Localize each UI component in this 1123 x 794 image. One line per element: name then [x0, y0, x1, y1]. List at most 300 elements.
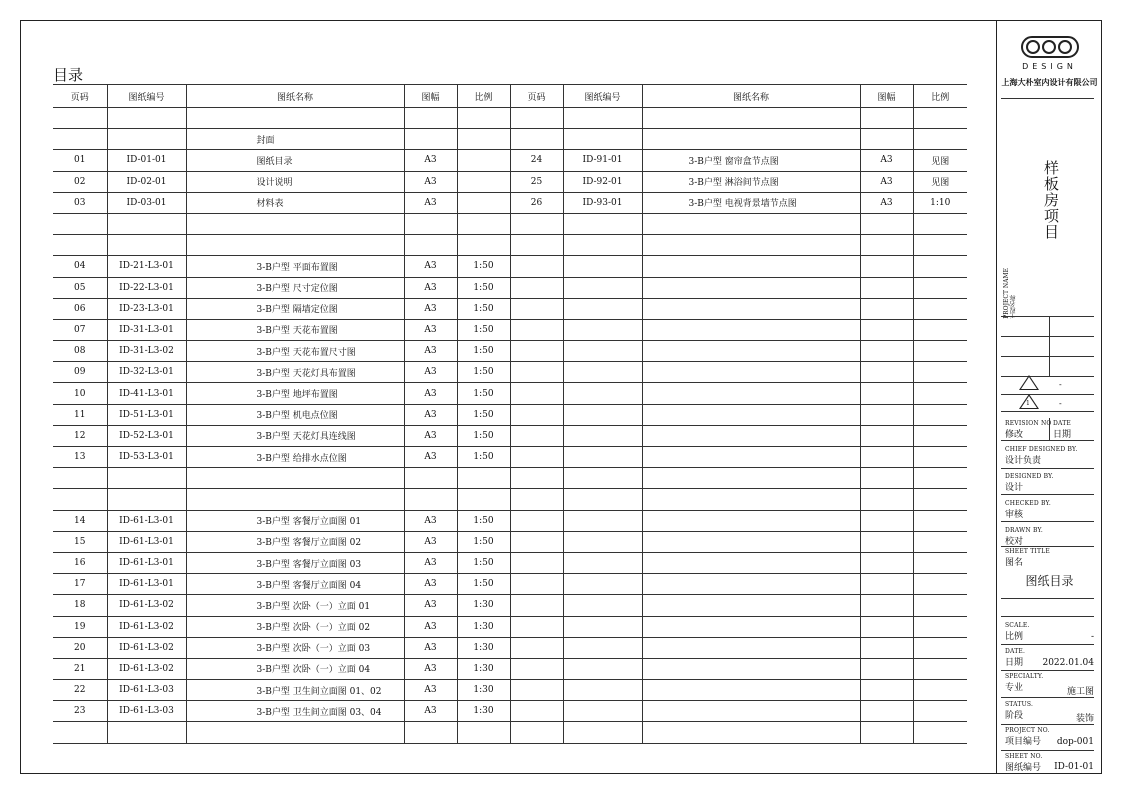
table-cell — [642, 701, 860, 722]
table-cell: 3-B户型 卫生间立面图 03、04 — [186, 701, 404, 722]
company-name: 上海大朴室内设计有限公司 — [1001, 78, 1098, 87]
table-cell — [563, 362, 642, 383]
dop-logo-icon — [1021, 36, 1079, 58]
table-cell — [404, 213, 457, 234]
table-cell — [642, 447, 860, 468]
table-cell: A3 — [404, 701, 457, 722]
table-cell: 1:50 — [457, 531, 510, 552]
table-cell — [913, 213, 967, 234]
table-cell: A3 — [860, 171, 913, 192]
table-cell — [860, 531, 913, 552]
table-cell — [186, 722, 404, 743]
table-cell: 3-B户型 地坪布置图 — [186, 383, 404, 404]
table-cell — [510, 531, 563, 552]
table-header-row — [53, 85, 967, 108]
table-cell: 26 — [510, 192, 563, 213]
table-cell: ID-41-L3-01 — [107, 383, 186, 404]
table-cell: 05 — [53, 277, 107, 298]
table-cell — [510, 701, 563, 722]
table-cell: A3 — [404, 637, 457, 658]
table-cell — [563, 616, 642, 637]
table-cell — [913, 595, 967, 616]
table-cell: 1:50 — [457, 552, 510, 573]
table-cell — [860, 404, 913, 425]
table-cell: 19 — [53, 616, 107, 637]
table-cell: A3 — [404, 383, 457, 404]
table-cell — [53, 235, 107, 256]
table-row — [53, 383, 967, 404]
table-cell — [860, 595, 913, 616]
table-cell: 1:50 — [457, 256, 510, 277]
table-cell — [860, 552, 913, 573]
table-cell: 设计说明 — [186, 171, 404, 192]
table-cell — [563, 256, 642, 277]
table-cell — [642, 595, 860, 616]
table-cell — [107, 108, 186, 129]
table-cell: ID-31-L3-01 — [107, 319, 186, 340]
table-cell — [860, 447, 913, 468]
table-cell: A3 — [404, 362, 457, 383]
table-cell — [53, 489, 107, 510]
table-cell: A3 — [404, 319, 457, 340]
column-header: 比例 — [913, 85, 967, 108]
table-cell — [404, 108, 457, 129]
table-cell: 01 — [53, 150, 107, 171]
table-cell: 03 — [53, 192, 107, 213]
table-cell: 1:50 — [457, 319, 510, 340]
column-header: 页码 — [510, 85, 563, 108]
table-cell — [53, 213, 107, 234]
table-cell — [53, 468, 107, 489]
table-cell — [642, 722, 860, 743]
table-cell — [510, 637, 563, 658]
table-cell: ID-52-L3-01 — [107, 425, 186, 446]
table-row — [53, 108, 967, 129]
table-cell: A3 — [860, 192, 913, 213]
table-cell — [457, 129, 510, 150]
table-cell: 1:50 — [457, 425, 510, 446]
table-cell: 06 — [53, 298, 107, 319]
table-cell — [563, 319, 642, 340]
table-cell — [913, 383, 967, 404]
chief-designer-field: CHIEF DESIGNED BY. 设计负责 — [1005, 446, 1078, 466]
designer-field: DESIGNED BY. 设计 — [1005, 473, 1054, 493]
table-cell: 1:30 — [457, 701, 510, 722]
table-cell — [642, 213, 860, 234]
table-cell: 3-B户型 次卧（一）立面 04 — [186, 658, 404, 679]
table-cell — [860, 680, 913, 701]
table-cell — [913, 425, 967, 446]
column-header: 图纸编号 — [107, 85, 186, 108]
table-cell: 12 — [53, 425, 107, 446]
table-cell — [642, 404, 860, 425]
table-cell — [563, 722, 642, 743]
table-cell — [563, 680, 642, 701]
table-cell — [510, 510, 563, 531]
table-cell — [642, 510, 860, 531]
table-cell — [457, 192, 510, 213]
table-cell — [457, 108, 510, 129]
table-cell — [913, 489, 967, 510]
table-cell — [642, 383, 860, 404]
table-cell — [510, 574, 563, 595]
table-cell — [563, 447, 642, 468]
table-cell: ID-32-L3-01 — [107, 362, 186, 383]
table-cell: 3-B户型 客餐厅立面图 02 — [186, 531, 404, 552]
table-cell — [642, 108, 860, 129]
table-cell — [457, 468, 510, 489]
table-row — [53, 277, 967, 298]
table-cell: ID-61-L3-02 — [107, 616, 186, 637]
table-cell: A3 — [404, 616, 457, 637]
table-cell: ID-61-L3-01 — [107, 510, 186, 531]
table-cell — [913, 256, 967, 277]
table-cell — [913, 680, 967, 701]
table-cell: 3-B户型 卫生间立面图 01、02 — [186, 680, 404, 701]
table-cell: A3 — [404, 171, 457, 192]
table-cell — [563, 658, 642, 679]
table-cell — [860, 510, 913, 531]
table-cell: 见图 — [913, 150, 967, 171]
table-cell — [642, 319, 860, 340]
table-cell — [563, 510, 642, 531]
table-cell: 25 — [510, 171, 563, 192]
table-cell — [510, 489, 563, 510]
table-cell: 15 — [53, 531, 107, 552]
table-cell — [642, 574, 860, 595]
table-cell — [510, 616, 563, 637]
table-cell — [457, 489, 510, 510]
table-cell — [913, 129, 967, 150]
table-cell: A3 — [404, 531, 457, 552]
table-row — [53, 235, 967, 256]
table-cell — [913, 235, 967, 256]
table-cell: A3 — [404, 150, 457, 171]
table-cell: 18 — [53, 595, 107, 616]
table-cell: A3 — [404, 447, 457, 468]
table-cell: A3 — [404, 277, 457, 298]
table-cell: A3 — [404, 425, 457, 446]
table-cell: 1:50 — [457, 383, 510, 404]
table-cell: 1:10 — [913, 192, 967, 213]
table-cell — [107, 129, 186, 150]
table-cell: 04 — [53, 256, 107, 277]
drawn-by-field: DRAWN BY. 校对 — [1005, 527, 1043, 547]
table-row — [53, 362, 967, 383]
table-cell: ID-61-L3-03 — [107, 680, 186, 701]
table-cell — [642, 129, 860, 150]
table-cell: A3 — [404, 680, 457, 701]
table-cell: A3 — [404, 510, 457, 531]
table-cell — [642, 235, 860, 256]
table-cell — [186, 235, 404, 256]
table-cell — [510, 277, 563, 298]
table-row — [53, 256, 967, 277]
table-row — [53, 213, 967, 234]
table-cell — [510, 108, 563, 129]
table-cell: A3 — [860, 150, 913, 171]
specialty-field: SPECIALTY. 专业 — [1005, 673, 1044, 693]
table-cell: ID-02-01 — [107, 171, 186, 192]
table-cell — [510, 341, 563, 362]
table-cell: ID-23-L3-01 — [107, 298, 186, 319]
table-cell: A3 — [404, 552, 457, 573]
table-cell — [186, 108, 404, 129]
table-cell — [642, 362, 860, 383]
table-cell — [642, 658, 860, 679]
table-cell: 17 — [53, 574, 107, 595]
table-cell: 3-B户型 机电点位图 — [186, 404, 404, 425]
table-cell — [563, 552, 642, 573]
date-field: DATE 日期 — [1053, 420, 1072, 440]
drawing-index-table — [53, 84, 967, 744]
table-cell — [510, 319, 563, 340]
table-cell: 3-B户型 天花布置尺寸图 — [186, 341, 404, 362]
table-cell: 3-B户型 次卧（一）立面 02 — [186, 616, 404, 637]
table-cell — [642, 468, 860, 489]
table-cell — [563, 383, 642, 404]
table-cell: 1:30 — [457, 616, 510, 637]
page-title: 目录 — [53, 66, 84, 84]
table-cell — [563, 129, 642, 150]
table-cell — [510, 658, 563, 679]
revision-triangle-icon — [1019, 375, 1039, 390]
column-header: 图幅 — [860, 85, 913, 108]
table-cell — [457, 171, 510, 192]
column-header: 图幅 — [404, 85, 457, 108]
table-cell: 3-B户型 窗帘盒节点图 — [642, 150, 860, 171]
table-cell — [642, 616, 860, 637]
table-cell: ID-92-01 — [563, 171, 642, 192]
table-cell — [53, 129, 107, 150]
table-cell — [913, 298, 967, 319]
table-cell — [642, 277, 860, 298]
table-cell — [642, 552, 860, 573]
table-cell — [860, 362, 913, 383]
table-cell: 22 — [53, 680, 107, 701]
table-cell: ID-61-L3-02 — [107, 658, 186, 679]
table-cell: 23 — [53, 701, 107, 722]
table-row — [53, 298, 967, 319]
table-cell — [913, 108, 967, 129]
column-header: 图纸名称 — [642, 85, 860, 108]
sheet-no-field: SHEET NO. 图纸编号 — [1005, 753, 1043, 773]
table-cell: 1:50 — [457, 277, 510, 298]
table-cell: A3 — [404, 404, 457, 425]
table-cell — [563, 298, 642, 319]
table-cell — [107, 489, 186, 510]
column-header: 页码 — [53, 85, 107, 108]
table-cell — [510, 680, 563, 701]
table-cell — [457, 150, 510, 171]
table-cell: 14 — [53, 510, 107, 531]
table-cell: 02 — [53, 171, 107, 192]
table-cell: ID-01-01 — [107, 150, 186, 171]
table-row — [53, 595, 967, 616]
table-cell — [563, 341, 642, 362]
table-cell — [860, 319, 913, 340]
table-cell — [913, 447, 967, 468]
table-cell: 3-B户型 次卧（一）立面 03 — [186, 637, 404, 658]
table-cell — [860, 277, 913, 298]
table-cell — [913, 277, 967, 298]
table-cell — [642, 637, 860, 658]
table-cell: ID-61-L3-01 — [107, 552, 186, 573]
table-cell — [107, 213, 186, 234]
table-cell — [642, 489, 860, 510]
table-row — [53, 425, 967, 446]
table-cell: 3-B户型 客餐厅立面图 03 — [186, 552, 404, 573]
table-cell: 1:30 — [457, 595, 510, 616]
table-cell — [860, 658, 913, 679]
table-cell — [107, 722, 186, 743]
table-row — [53, 150, 967, 171]
table-cell: 1:30 — [457, 680, 510, 701]
table-cell — [642, 341, 860, 362]
table-cell — [107, 235, 186, 256]
table-cell — [860, 129, 913, 150]
table-cell: 1:50 — [457, 362, 510, 383]
table-cell: A3 — [404, 256, 457, 277]
table-row — [53, 468, 967, 489]
table-cell — [913, 637, 967, 658]
table-cell — [563, 425, 642, 446]
table-row — [53, 531, 967, 552]
status-field: STATUS. 阶段 — [1005, 701, 1034, 721]
table-cell — [563, 574, 642, 595]
table-cell — [860, 616, 913, 637]
project-title: 样板房项目 — [1042, 160, 1060, 240]
table-cell — [404, 489, 457, 510]
table-row — [53, 192, 967, 213]
table-cell: 24 — [510, 150, 563, 171]
table-cell — [404, 722, 457, 743]
table-cell — [510, 552, 563, 573]
table-cell — [563, 277, 642, 298]
table-cell — [563, 595, 642, 616]
table-cell — [563, 531, 642, 552]
column-header: 比例 — [457, 85, 510, 108]
table-cell: 09 — [53, 362, 107, 383]
table-cell — [913, 319, 967, 340]
table-cell: ID-61-L3-02 — [107, 595, 186, 616]
table-cell — [563, 468, 642, 489]
table-cell — [563, 404, 642, 425]
table-cell — [107, 468, 186, 489]
table-cell: A3 — [404, 298, 457, 319]
table-row — [53, 680, 967, 701]
table-cell — [510, 362, 563, 383]
table-cell: A3 — [404, 574, 457, 595]
table-cell: 3-B户型 客餐厅立面图 01 — [186, 510, 404, 531]
table-cell — [860, 256, 913, 277]
table-cell: A3 — [404, 341, 457, 362]
table-cell — [563, 701, 642, 722]
table-cell — [860, 341, 913, 362]
table-cell: ID-61-L3-01 — [107, 531, 186, 552]
table-cell — [860, 489, 913, 510]
table-cell — [860, 425, 913, 446]
table-cell: 07 — [53, 319, 107, 340]
checker-field: CHECKED BY. 审核 — [1005, 500, 1051, 520]
table-cell — [510, 383, 563, 404]
table-row — [53, 574, 967, 595]
table-cell — [404, 468, 457, 489]
table-cell — [913, 510, 967, 531]
table-cell: 3-B户型 天花灯具布置图 — [186, 362, 404, 383]
table-cell — [860, 637, 913, 658]
table-cell — [404, 129, 457, 150]
table-cell — [457, 235, 510, 256]
table-cell — [404, 235, 457, 256]
table-cell: 20 — [53, 637, 107, 658]
table-cell — [186, 489, 404, 510]
table-cell: 21 — [53, 658, 107, 679]
table-row — [53, 404, 967, 425]
table-cell — [913, 574, 967, 595]
table-cell — [642, 298, 860, 319]
table-cell — [510, 425, 563, 446]
table-cell — [913, 616, 967, 637]
table-cell: 材料表 — [186, 192, 404, 213]
title-block: DESIGN 上海大朴室内设计有限公司 样板房项目 PROJECT NAME 工程名称 - 1 - REVISION NO 修改 DATE 日期 CHIEF DESIGNED BY. 设计负责 DESIGNED BY. 设计 CHECKED BY. 审核 DRAWN BY. 校对 SHEET TITLE 图名 图纸目录 SCALE. 比例 - DATE. 日期 2022.01.04 SPECIALTY. 专业 施工图 STATUS. 阶段 装饰 PROJECT NO. 项目编号 dop-001 SHEET NO. 图纸编号 ID-01-01 — [996, 20, 1102, 774]
table-cell — [913, 404, 967, 425]
table-row — [53, 637, 967, 658]
table-cell: 3-B户型 电视背景墙节点图 — [642, 192, 860, 213]
table-row — [53, 319, 967, 340]
table-cell: 1:50 — [457, 404, 510, 425]
table-cell: 封面 — [186, 129, 404, 150]
table-cell: A3 — [404, 658, 457, 679]
table-cell — [563, 213, 642, 234]
table-cell: 1:50 — [457, 447, 510, 468]
table-cell: 3-B户型 给排水点位图 — [186, 447, 404, 468]
column-header: 图纸名称 — [186, 85, 404, 108]
table-cell: 1:30 — [457, 637, 510, 658]
table-cell — [457, 722, 510, 743]
project-no-field: PROJECT NO. 项目编号 — [1005, 727, 1050, 747]
project-name-label: PROJECT NAME 工程名称 — [1003, 268, 1017, 319]
table-cell — [642, 425, 860, 446]
table-cell — [457, 213, 510, 234]
table-cell — [642, 256, 860, 277]
table-cell — [913, 468, 967, 489]
table-cell — [913, 341, 967, 362]
table-cell — [510, 447, 563, 468]
table-cell — [860, 108, 913, 129]
table-row — [53, 658, 967, 679]
table-cell: 1:50 — [457, 510, 510, 531]
table-cell — [860, 468, 913, 489]
table-cell: 1:50 — [457, 574, 510, 595]
table-cell: 13 — [53, 447, 107, 468]
table-cell — [53, 108, 107, 129]
table-cell — [186, 468, 404, 489]
scale-field: SCALE. 比例 — [1005, 622, 1030, 642]
table-cell: 16 — [53, 552, 107, 573]
table-cell — [913, 531, 967, 552]
table-cell: ID-93-01 — [563, 192, 642, 213]
date2-field: DATE. 日期 — [1005, 648, 1026, 668]
table-row — [53, 129, 967, 150]
table-cell — [563, 108, 642, 129]
table-cell — [510, 468, 563, 489]
table-row — [53, 616, 967, 637]
table-cell: ID-61-L3-01 — [107, 574, 186, 595]
table-cell: ID-61-L3-03 — [107, 701, 186, 722]
table-cell — [186, 213, 404, 234]
table-row — [53, 510, 967, 531]
